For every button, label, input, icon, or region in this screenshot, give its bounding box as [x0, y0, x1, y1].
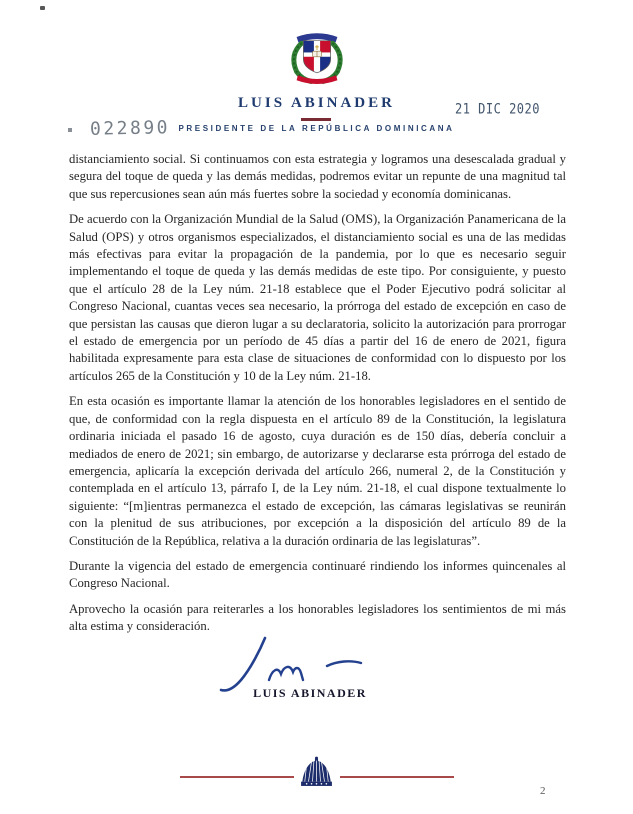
- letter-body: [69, 151, 566, 644]
- footer-rule-right: [340, 776, 454, 778]
- letterhead-title: PRESIDENTE DE LA REPÚBLICA DOMINICANA: [178, 124, 455, 133]
- signatory-name: LUIS ABINADER: [253, 686, 367, 700]
- letter-paragraph: Aprovecho la ocasión para reiterarles a los honorables legisladores los sentimientos de mi más alta estima y consideración.: [69, 601, 566, 634]
- coat-of-arms-graphic: [283, 25, 351, 91]
- letter-paragraph: Durante la vigencia del estado de emergencia continuaré rindiendo los informes quincenales al Congreso Nacional.: [69, 558, 566, 591]
- scan-artifact-dot: [40, 6, 45, 10]
- letter-paragraph: De acuerdo con la Organización Mundial de la Salud (OMS), la Organización Panamericana de la Salud (OPS) y otros organismos especializados, el distanciamiento social es una de las medidas más efectivas para evitar la propagación de la pandemia, por lo que es necesario seguir implementando el toque de queda y las demás medidas de este tipo. Por consiguiente, y puesto que el artículo 28 de la Ley núm. 21-18 establece que el Poder Ejecutivo podrá solicitar al Congreso Nacional, cuantas veces sea necesario, la prórroga del estado de excepción en caso de que persistan las causas que dieron lugar a su declaratoria, solicito la autorización para prorrogar el estado de emergencia por un período de 45 días a partir del 16 de enero de 2021, figura habilitada expresamente para esta clase de situaciones de conformidad con lo dispuesto por los artículos 265 de la Constitución y 10 de la Ley núm. 21-18.: [69, 212, 566, 383]
- letterhead-name: LUIS ABINADER: [238, 95, 395, 111]
- national-palace-dome-icon: [298, 755, 335, 791]
- page-number: 2: [540, 785, 546, 797]
- letterhead-divider: [301, 118, 331, 121]
- footer-rule-left: [180, 776, 294, 778]
- received-date-stamp: 21 DIC 2020: [455, 101, 540, 118]
- signature-block: [215, 636, 415, 706]
- dominican-coat-of-arms-icon: [283, 25, 351, 91]
- registry-stamp-number: 022890: [89, 117, 171, 140]
- letter-paragraph: En esta ocasión es importante llamar la atención de los honorables legisladores en el sentido de que, de conformidad con la regla dispuesta en el artículo 89 de la Constitución, la legislatura ordinaria iniciada el pasado 16 de agosto, cuya duración es de 150 días, debería concluir a mediados de enero de 2021; sin embargo, de autorizarse y declararse esta prórroga del estado de emergencia, aplicaría la excepción derivada del artículo 266, numeral 2, de la Constitución y contemplada en el artículo 13, párrafo I, de la Ley núm. 21-18, el cual dispone textualmente lo siguiente: “[m]ientras permanezca el estado de excepción, las cámaras legislativas se reunirán con la plenitud de sus atribuciones, por excepción a la disposición del artículo 89 de la Constitución de la República, relativa a la duración ordinaria de las legislaturas”.: [69, 394, 566, 548]
- stamp-mark-dot: [68, 128, 72, 132]
- letter-paragraph: distanciamiento social. Si continuamos con esta estrategia y logramos una desescalada gradual y segura del toque de queda y las demás medidas, podremos evitar un repunte de una magnitud tal que sus repercusiones sean aún más fuertes sobre la sociedad y economía dominicanas.: [69, 152, 566, 201]
